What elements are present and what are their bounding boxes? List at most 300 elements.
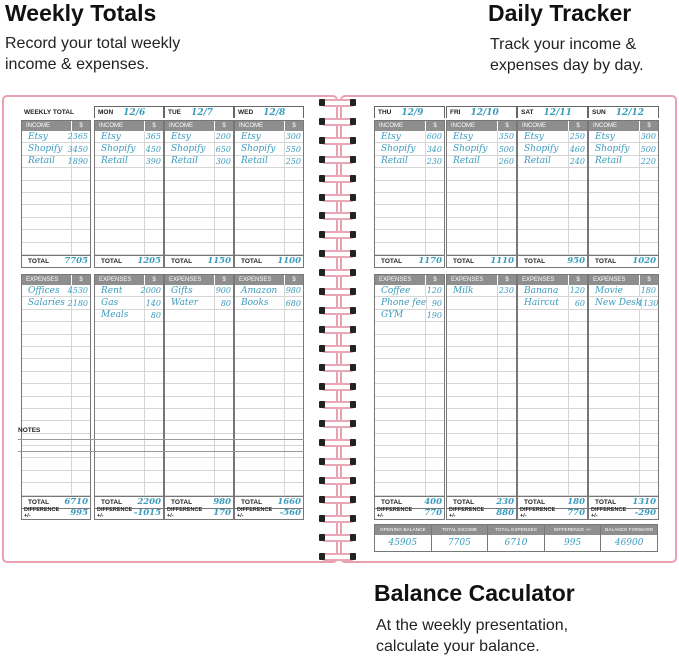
expenses-amount-cell[interactable] (569, 347, 587, 358)
income-row[interactable] (375, 143, 444, 155)
expenses-amount-cell[interactable] (569, 310, 587, 321)
expenses-item-name[interactable]: Water (171, 298, 199, 309)
income-row[interactable] (518, 205, 587, 217)
income-amount-cell[interactable] (569, 168, 587, 179)
income-row[interactable] (165, 181, 233, 193)
expenses-amount-cell[interactable] (569, 372, 587, 383)
expenses-row[interactable] (589, 347, 658, 359)
income-item-cell[interactable] (447, 181, 498, 192)
expenses-amount-cell[interactable] (640, 372, 658, 383)
expenses-item-cell[interactable] (95, 409, 145, 420)
expenses-amount-cell[interactable] (569, 483, 587, 494)
difference-value[interactable]: -560 (279, 508, 301, 519)
expenses-amount-cell[interactable] (640, 421, 658, 432)
expenses-row[interactable] (22, 409, 90, 421)
income-item-cell[interactable] (447, 218, 498, 229)
income-row[interactable] (589, 156, 658, 168)
expenses-item-amount[interactable]: 80 (220, 298, 231, 308)
income-item-name[interactable]: Etsy (524, 131, 544, 142)
income-item-cell[interactable] (22, 143, 72, 154)
income-amount-cell[interactable] (215, 181, 233, 192)
expenses-item-cell[interactable] (589, 409, 640, 420)
income-item-amount[interactable]: 460 (569, 144, 585, 154)
expenses-row[interactable] (447, 322, 516, 334)
expenses-item-cell[interactable] (95, 335, 145, 346)
income-row[interactable] (95, 230, 163, 242)
expenses-item-cell[interactable] (235, 285, 285, 296)
income-item-cell[interactable] (165, 181, 215, 192)
income-item-name[interactable]: Shopify (241, 144, 276, 155)
expenses-amount-cell[interactable] (640, 335, 658, 346)
expenses-row[interactable] (518, 397, 587, 409)
expenses-amount-cell[interactable] (498, 409, 516, 420)
income-row[interactable] (95, 143, 163, 155)
income-amount-cell[interactable] (285, 168, 303, 179)
income-amount-cell[interactable] (215, 243, 233, 254)
income-amount-cell[interactable] (145, 218, 163, 229)
income-total-value[interactable]: 1020 (632, 256, 656, 267)
expenses-amount-cell[interactable] (285, 359, 303, 370)
expenses-total-value[interactable]: 2200 (137, 497, 161, 508)
expenses-item-cell[interactable] (375, 446, 426, 457)
income-item-cell[interactable] (95, 168, 145, 179)
expenses-item-cell[interactable] (518, 397, 569, 408)
expenses-row[interactable] (375, 359, 444, 371)
income-amount-cell[interactable] (640, 230, 658, 241)
expenses-item-cell[interactable] (95, 483, 145, 494)
expenses-row[interactable] (518, 335, 587, 347)
expenses-amount-cell[interactable] (67, 297, 90, 308)
income-item-cell[interactable] (95, 205, 145, 216)
income-row[interactable] (165, 168, 233, 180)
expenses-row[interactable] (22, 372, 90, 384)
income-row[interactable] (165, 230, 233, 242)
expenses-amount-cell[interactable] (498, 322, 516, 333)
expenses-amount-cell[interactable] (285, 409, 303, 420)
income-item-cell[interactable] (22, 168, 72, 179)
income-row[interactable] (447, 218, 516, 230)
expenses-row[interactable] (165, 397, 233, 409)
income-total-value[interactable]: 1170 (418, 256, 442, 267)
income-item-name[interactable]: Etsy (381, 131, 401, 142)
income-item-amount[interactable]: 1890 (67, 156, 88, 166)
day-date[interactable]: 12/7 (191, 107, 214, 118)
expenses-item-cell[interactable] (589, 372, 640, 383)
expenses-amount-cell[interactable] (569, 384, 587, 395)
expenses-row[interactable] (95, 322, 163, 334)
expenses-row[interactable] (589, 297, 658, 309)
expenses-row[interactable] (165, 409, 233, 421)
income-row[interactable] (375, 243, 444, 255)
expenses-item-cell[interactable] (165, 335, 215, 346)
expenses-row[interactable] (518, 471, 587, 483)
expenses-amount-cell[interactable] (569, 434, 587, 445)
income-row[interactable] (447, 156, 516, 168)
income-total-value[interactable]: 1100 (277, 256, 301, 267)
income-item-cell[interactable] (447, 156, 498, 167)
income-item-name[interactable]: Retail (453, 156, 480, 167)
expenses-item-cell[interactable] (518, 446, 569, 457)
expenses-item-cell[interactable] (375, 335, 426, 346)
expenses-row[interactable] (95, 347, 163, 359)
income-item-cell[interactable] (165, 243, 215, 254)
income-item-amount[interactable]: 650 (215, 144, 231, 154)
expenses-item-cell[interactable] (589, 471, 640, 482)
income-amount-cell[interactable] (498, 218, 516, 229)
income-item-name[interactable]: Shopify (381, 144, 416, 155)
expenses-item-amount[interactable]: 980 (285, 286, 301, 296)
expenses-total-cell[interactable] (634, 497, 658, 508)
expenses-row[interactable] (235, 471, 303, 483)
income-amount-cell[interactable] (426, 218, 444, 229)
expenses-row[interactable] (447, 458, 516, 470)
expenses-item-cell[interactable] (518, 297, 569, 308)
income-row[interactable] (95, 243, 163, 255)
expenses-row[interactable] (518, 483, 587, 495)
expenses-amount-cell[interactable] (215, 397, 233, 408)
expenses-amount-cell[interactable] (72, 384, 90, 395)
expenses-item-amount[interactable]: 80 (150, 310, 161, 320)
expenses-item-cell[interactable] (589, 421, 640, 432)
expenses-amount-cell[interactable] (640, 347, 658, 358)
expenses-item-cell[interactable] (447, 397, 498, 408)
income-row[interactable] (375, 230, 444, 242)
expenses-amount-cell[interactable] (215, 384, 233, 395)
balance-value[interactable]: 7705 (447, 538, 471, 548)
expenses-item-cell[interactable] (589, 322, 640, 333)
balance-value-cell[interactable] (545, 535, 601, 551)
expenses-row[interactable] (589, 458, 658, 470)
expenses-row[interactable] (589, 446, 658, 458)
expenses-item-cell[interactable] (22, 397, 72, 408)
expenses-amount-cell[interactable] (640, 483, 658, 494)
expenses-amount-cell[interactable] (569, 471, 587, 482)
expenses-row[interactable] (95, 335, 163, 347)
income-row[interactable] (589, 218, 658, 230)
expenses-item-cell[interactable] (447, 297, 498, 308)
income-row[interactable] (375, 193, 444, 205)
expenses-item-name[interactable]: Amazon (241, 285, 278, 296)
expenses-amount-cell[interactable] (285, 285, 303, 296)
income-item-amount[interactable]: 220 (640, 156, 656, 166)
expenses-row[interactable] (447, 297, 516, 309)
expenses-item-cell[interactable] (375, 297, 427, 308)
expenses-item-cell[interactable] (589, 297, 642, 308)
income-amount-cell[interactable] (285, 243, 303, 254)
income-amount-cell[interactable] (145, 193, 163, 204)
income-item-amount[interactable]: 260 (498, 156, 514, 166)
expenses-row[interactable] (22, 310, 90, 322)
income-row[interactable] (22, 156, 90, 168)
income-item-cell[interactable] (518, 131, 569, 142)
income-amount-cell[interactable] (426, 181, 444, 192)
income-item-cell[interactable] (165, 193, 215, 204)
expenses-row[interactable] (589, 310, 658, 322)
income-amount-cell[interactable] (640, 205, 658, 216)
expenses-amount-cell[interactable] (498, 434, 516, 445)
income-item-amount[interactable]: 250 (569, 132, 585, 142)
expenses-item-cell[interactable] (447, 322, 498, 333)
expenses-row[interactable] (235, 483, 303, 495)
expenses-row[interactable] (589, 434, 658, 446)
expenses-amount-cell[interactable] (640, 471, 658, 482)
expenses-item-cell[interactable] (22, 347, 72, 358)
income-amount-cell[interactable] (640, 168, 658, 179)
balance-value[interactable]: 45905 (388, 538, 418, 548)
expenses-item-cell[interactable] (165, 384, 215, 395)
expenses-amount-cell[interactable] (285, 297, 303, 308)
income-amount-cell[interactable] (426, 230, 444, 241)
expenses-row[interactable] (589, 285, 658, 297)
expenses-item-cell[interactable] (589, 384, 640, 395)
expenses-item-cell[interactable] (22, 322, 72, 333)
expenses-item-cell[interactable] (22, 285, 72, 296)
expenses-amount-cell[interactable] (145, 372, 163, 383)
income-amount-cell[interactable] (498, 181, 516, 192)
income-item-cell[interactable] (165, 168, 215, 179)
income-item-amount[interactable]: 600 (426, 132, 442, 142)
income-amount-cell[interactable] (640, 143, 658, 154)
expenses-amount-cell[interactable] (640, 397, 658, 408)
expenses-item-cell[interactable] (375, 310, 426, 321)
expenses-row[interactable] (95, 372, 163, 384)
income-item-cell[interactable] (165, 143, 215, 154)
day-date[interactable]: 12/8 (263, 107, 286, 118)
expenses-amount-cell[interactable] (640, 434, 658, 445)
expenses-row[interactable] (375, 384, 444, 396)
income-item-cell[interactable] (95, 143, 145, 154)
expenses-item-cell[interactable] (22, 384, 72, 395)
income-row[interactable] (589, 243, 658, 255)
expenses-item-amount[interactable]: 120 (569, 286, 585, 296)
income-item-cell[interactable] (165, 205, 215, 216)
income-item-amount[interactable]: 450 (145, 144, 161, 154)
expenses-row[interactable] (447, 347, 516, 359)
expenses-amount-cell[interactable] (72, 322, 90, 333)
income-item-amount[interactable]: 500 (640, 144, 656, 154)
expenses-item-cell[interactable] (447, 458, 498, 469)
income-row[interactable] (518, 218, 587, 230)
expenses-total-cell[interactable] (563, 497, 587, 508)
income-row[interactable] (375, 181, 444, 193)
income-row[interactable] (375, 218, 444, 230)
income-row[interactable] (95, 205, 163, 217)
expenses-amount-cell[interactable] (145, 409, 163, 420)
income-item-name[interactable]: Etsy (241, 131, 261, 142)
income-item-name[interactable]: Shopify (524, 144, 559, 155)
expenses-amount-cell[interactable] (72, 483, 90, 494)
income-amount-cell[interactable] (72, 230, 90, 241)
income-total-value[interactable]: 7705 (64, 256, 88, 267)
expenses-row[interactable] (375, 347, 444, 359)
expenses-item-cell[interactable] (447, 384, 498, 395)
expenses-amount-cell[interactable] (72, 310, 90, 321)
difference-value[interactable]: 170 (213, 508, 231, 519)
expenses-amount-cell[interactable] (426, 434, 444, 445)
income-item-name[interactable]: Shopify (595, 144, 630, 155)
income-item-cell[interactable] (589, 205, 640, 216)
expenses-row[interactable] (235, 335, 303, 347)
expenses-amount-cell[interactable] (498, 483, 516, 494)
income-item-name[interactable]: Retail (28, 156, 55, 167)
income-item-amount[interactable]: 300 (640, 132, 656, 142)
income-row[interactable] (22, 205, 90, 217)
income-item-cell[interactable] (22, 181, 72, 192)
expenses-row[interactable] (165, 285, 233, 297)
expenses-item-cell[interactable] (589, 446, 640, 457)
expenses-item-cell[interactable] (235, 359, 285, 370)
expenses-row[interactable] (589, 397, 658, 409)
expenses-item-cell[interactable] (22, 297, 72, 308)
expenses-item-cell[interactable] (165, 409, 215, 420)
expenses-amount-cell[interactable] (285, 372, 303, 383)
expenses-amount-cell[interactable] (498, 471, 516, 482)
expenses-row[interactable] (518, 434, 587, 446)
expenses-amount-cell[interactable] (145, 483, 163, 494)
expenses-row[interactable] (375, 297, 444, 309)
income-item-cell[interactable] (518, 156, 569, 167)
notes-section[interactable] (18, 427, 304, 455)
expenses-row[interactable] (235, 372, 303, 384)
income-item-cell[interactable] (518, 243, 569, 254)
expenses-row[interactable] (589, 372, 658, 384)
income-total-value[interactable]: 1150 (207, 256, 231, 267)
income-row[interactable] (518, 131, 587, 143)
income-total-cell[interactable] (66, 256, 90, 267)
income-row[interactable] (165, 143, 233, 155)
income-item-cell[interactable] (375, 156, 426, 167)
expenses-item-cell[interactable] (518, 285, 569, 296)
income-item-cell[interactable] (518, 205, 569, 216)
income-item-cell[interactable] (95, 181, 145, 192)
expenses-amount-cell[interactable] (140, 285, 163, 296)
income-item-cell[interactable] (235, 243, 285, 254)
expenses-amount-cell[interactable] (498, 384, 516, 395)
expenses-row[interactable] (235, 409, 303, 421)
expenses-item-cell[interactable] (235, 397, 285, 408)
income-amount-cell[interactable] (145, 181, 163, 192)
income-item-amount[interactable]: 240 (569, 156, 585, 166)
income-item-cell[interactable] (22, 243, 72, 254)
income-item-cell[interactable] (447, 243, 498, 254)
income-row[interactable] (235, 243, 303, 255)
income-amount-cell[interactable] (498, 230, 516, 241)
expenses-item-cell[interactable] (589, 335, 640, 346)
expenses-amount-cell[interactable] (569, 322, 587, 333)
expenses-item-cell[interactable] (589, 347, 640, 358)
expenses-amount-cell[interactable] (569, 335, 587, 346)
income-item-name[interactable]: Shopify (171, 144, 206, 155)
income-amount-cell[interactable] (285, 181, 303, 192)
expenses-amount-cell[interactable] (215, 483, 233, 494)
expenses-amount-cell[interactable] (426, 446, 444, 457)
day-date[interactable]: 12/6 (123, 107, 146, 118)
income-amount-cell[interactable] (426, 243, 444, 254)
expenses-amount-cell[interactable] (498, 446, 516, 457)
expenses-row[interactable] (447, 434, 516, 446)
income-item-cell[interactable] (165, 218, 215, 229)
income-item-cell[interactable] (589, 193, 640, 204)
income-row[interactable] (22, 193, 90, 205)
income-row[interactable] (165, 131, 233, 143)
balance-value-cell[interactable] (375, 535, 431, 551)
difference-value[interactable]: 770 (424, 508, 442, 519)
income-amount-cell[interactable] (215, 193, 233, 204)
income-amount-cell[interactable] (145, 243, 163, 254)
income-item-cell[interactable] (589, 230, 640, 241)
expenses-total-value[interactable]: 1660 (277, 497, 301, 508)
expenses-row[interactable] (375, 397, 444, 409)
expenses-item-cell[interactable] (95, 285, 145, 296)
income-item-name[interactable]: Etsy (101, 131, 121, 142)
income-amount-cell[interactable] (640, 131, 658, 142)
income-item-amount[interactable]: 350 (498, 132, 514, 142)
income-row[interactable] (235, 168, 303, 180)
expenses-item-cell[interactable] (518, 458, 569, 469)
expenses-item-cell[interactable] (375, 458, 426, 469)
expenses-amount-cell[interactable] (145, 384, 163, 395)
income-item-cell[interactable] (589, 218, 640, 229)
income-total-cell[interactable] (279, 256, 303, 267)
expenses-total-cell[interactable] (139, 497, 163, 508)
expenses-item-cell[interactable] (95, 372, 145, 383)
balance-value-cell[interactable] (488, 535, 544, 551)
expenses-total-cell[interactable] (66, 497, 90, 508)
income-item-cell[interactable] (375, 230, 426, 241)
income-item-cell[interactable] (447, 205, 498, 216)
expenses-amount-cell[interactable] (498, 372, 516, 383)
income-item-cell[interactable] (22, 156, 72, 167)
expenses-row[interactable] (22, 297, 90, 309)
expenses-item-cell[interactable] (447, 471, 498, 482)
expenses-row[interactable] (165, 483, 233, 495)
expenses-amount-cell[interactable] (498, 347, 516, 358)
balance-value-cell[interactable] (432, 535, 488, 551)
income-row[interactable] (375, 168, 444, 180)
expenses-amount-cell[interactable] (72, 335, 90, 346)
income-total-cell[interactable] (492, 256, 516, 267)
expenses-amount-cell[interactable] (640, 458, 658, 469)
income-row[interactable] (518, 230, 587, 242)
expenses-row[interactable] (447, 372, 516, 384)
expenses-row[interactable] (447, 409, 516, 421)
income-amount-cell[interactable] (285, 131, 303, 142)
expenses-item-cell[interactable] (95, 397, 145, 408)
income-amount-cell[interactable] (498, 143, 516, 154)
expenses-item-cell[interactable] (22, 335, 72, 346)
income-item-cell[interactable] (235, 205, 285, 216)
income-item-cell[interactable] (518, 230, 569, 241)
expenses-row[interactable] (375, 421, 444, 433)
expenses-row[interactable] (518, 285, 587, 297)
income-item-cell[interactable] (235, 193, 285, 204)
expenses-row[interactable] (518, 421, 587, 433)
income-row[interactable] (447, 131, 516, 143)
income-item-name[interactable]: Etsy (453, 131, 473, 142)
difference-value[interactable]: -1015 (133, 508, 161, 519)
expenses-row[interactable] (95, 359, 163, 371)
income-amount-cell[interactable] (569, 181, 587, 192)
income-row[interactable] (235, 156, 303, 168)
income-amount-cell[interactable] (145, 230, 163, 241)
income-item-cell[interactable] (447, 230, 498, 241)
expenses-item-name[interactable]: Milk (453, 285, 474, 296)
expenses-row[interactable] (95, 458, 163, 470)
expenses-item-cell[interactable] (447, 347, 498, 358)
income-item-cell[interactable] (95, 230, 145, 241)
expenses-item-cell[interactable] (375, 421, 426, 432)
income-item-cell[interactable] (165, 230, 215, 241)
